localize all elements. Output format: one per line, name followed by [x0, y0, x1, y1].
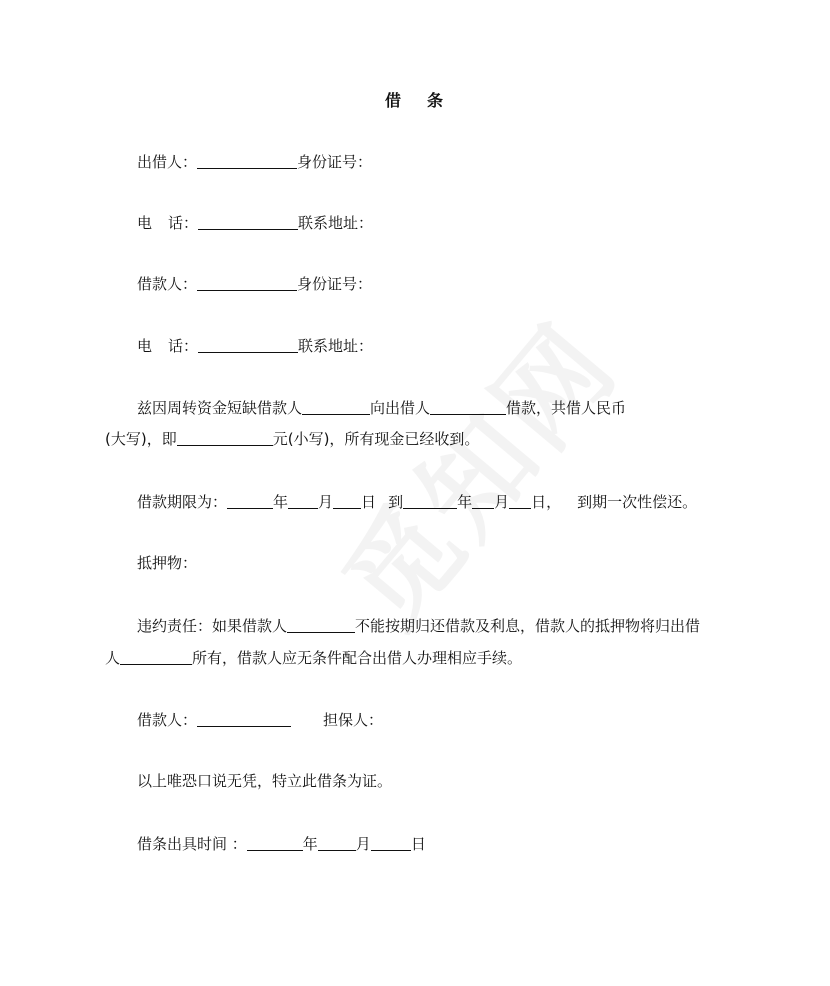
- breach-text-3: 人: [105, 649, 121, 667]
- breach-line-2: [105, 647, 522, 669]
- borrower-phone-line: [137, 335, 373, 357]
- term-label: 借款期限为：: [137, 493, 228, 511]
- issue-date-line: [137, 833, 426, 855]
- title-char-1: 借: [384, 91, 403, 110]
- phone-label-a: 电: [137, 337, 153, 355]
- borrower-phone-blank: [198, 336, 298, 353]
- term-year: 年: [273, 493, 289, 511]
- term-month2: 月: [494, 493, 510, 511]
- lender-address-label: 联系地址：: [298, 214, 374, 232]
- borrower-address-label: 联系地址：: [298, 337, 374, 355]
- statement-borrower-blank: [302, 398, 370, 415]
- statement-line-1: [137, 397, 626, 419]
- term-year2: 年: [457, 493, 473, 511]
- term-month2-blank: [472, 492, 494, 509]
- term-month-blank: [288, 492, 318, 509]
- term-day: 日: [361, 493, 377, 511]
- statement-text-5: 元(小写)，所有现金已经收到。: [272, 430, 480, 448]
- issue-year: 年: [302, 835, 318, 853]
- issue-day: 日: [410, 835, 426, 853]
- phone-label-b: 话：: [168, 337, 199, 355]
- signature-guarantor-label: 担保人：: [323, 711, 384, 729]
- phone-label-b: 话：: [168, 214, 199, 232]
- proof-text: 以上唯恐口说无凭，特立此借条为证。: [137, 772, 393, 790]
- breach-text-1: 违约责任：如果借款人: [137, 617, 288, 635]
- term-day2-blank: [509, 492, 531, 509]
- issue-date-label: 借条出具时间 ：: [137, 835, 247, 853]
- title-char-2: 条: [427, 91, 446, 110]
- phone-label-a: 电: [137, 214, 153, 232]
- term-day-blank: [333, 492, 361, 509]
- term-day2: 日，: [531, 493, 562, 511]
- borrower-label: 借款人：: [137, 275, 198, 293]
- lender-name-blank: [197, 152, 297, 169]
- lender-line: [137, 151, 372, 173]
- borrower-line: [137, 273, 372, 295]
- breach-borrower-blank: [287, 616, 355, 633]
- statement-text-2: 向出借人: [370, 399, 431, 417]
- statement-text-1: 兹因周转资金短缺借款人: [137, 399, 303, 417]
- collateral-line: [137, 552, 197, 574]
- issue-month-blank: [318, 834, 356, 851]
- page-title: [0, 88, 830, 111]
- borrower-id-label: 身份证号：: [297, 275, 373, 293]
- statement-text-3: 借款，共借人民币: [506, 399, 627, 417]
- statement-line-2: [105, 428, 479, 450]
- statement-lender-blank: [430, 398, 506, 415]
- breach-text-2: 不能按期归还借款及利息，借款人的抵押物将归出借: [355, 617, 701, 635]
- issue-day-blank: [371, 834, 411, 851]
- collateral-label: 抵押物：: [137, 554, 198, 572]
- breach-lender-blank: [120, 648, 192, 665]
- proof-line: [137, 770, 392, 792]
- breach-line-1: [137, 615, 700, 637]
- signature-line: [137, 709, 383, 731]
- term-repay: 到期一次性偿还。: [577, 493, 698, 511]
- term-month: 月: [318, 493, 334, 511]
- lender-phone-line: [137, 212, 373, 234]
- term-year-blank: [227, 492, 273, 509]
- statement-text-4: (大写)，即: [105, 430, 177, 448]
- lender-id-label: 身份证号：: [297, 153, 373, 171]
- lender-label: 出借人：: [137, 153, 198, 171]
- signature-borrower-label: 借款人：: [137, 711, 198, 729]
- issue-year-blank: [247, 834, 303, 851]
- term-line: [137, 491, 697, 513]
- term-year2-blank: [403, 492, 457, 509]
- statement-amount-blank: [177, 429, 273, 446]
- issue-month: 月: [355, 835, 371, 853]
- borrower-name-blank: [197, 274, 297, 291]
- breach-text-4: 所有，借款人应无条件配合出借人办理相应手续。: [192, 649, 523, 667]
- lender-phone-blank: [198, 213, 298, 230]
- term-to: 到: [388, 493, 404, 511]
- signature-borrower-blank: [197, 710, 291, 727]
